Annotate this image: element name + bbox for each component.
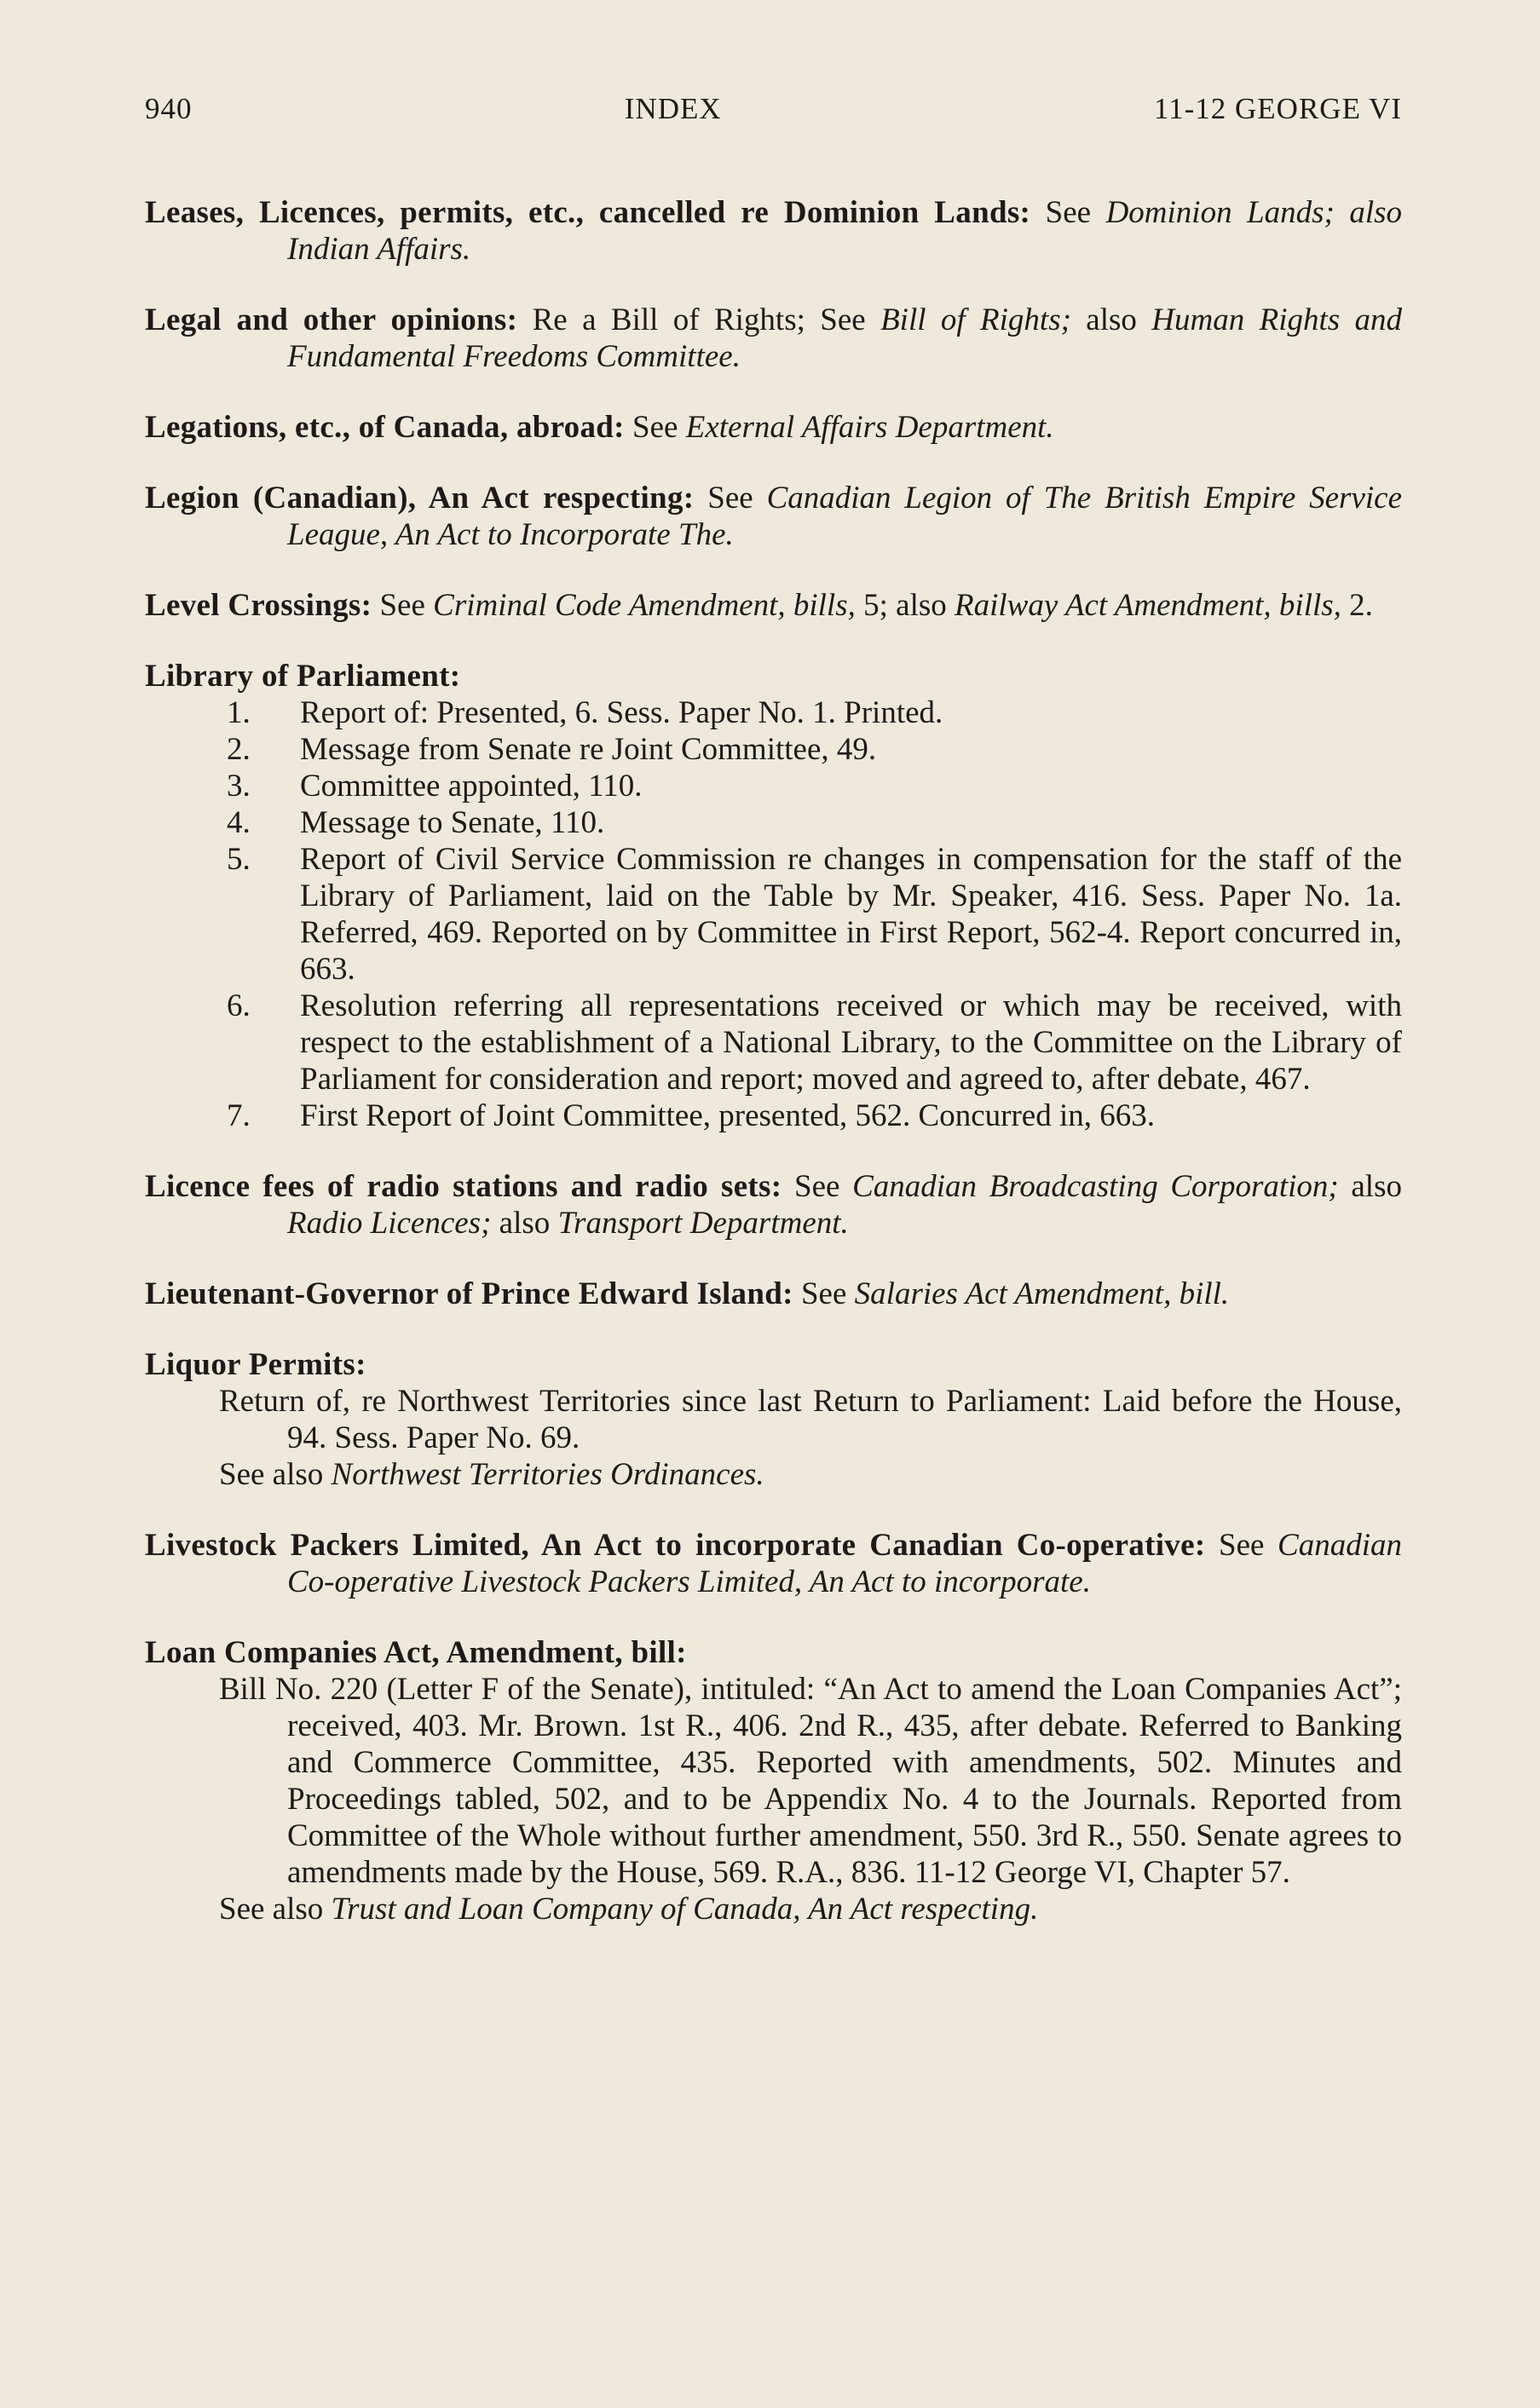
entry-reference: Northwest Territories Ordinances. bbox=[331, 1457, 764, 1492]
entry-text: also bbox=[491, 1206, 558, 1241]
entry-heading: Licence fees of radio stations and radio sets: bbox=[145, 1169, 782, 1204]
entry-heading: Level Crossings: bbox=[145, 588, 372, 623]
item-text: Committee appointed, 110. bbox=[300, 769, 643, 804]
entry-liquor-permits bbox=[145, 1346, 1402, 1493]
list-item bbox=[145, 988, 1402, 1097]
page-header bbox=[145, 92, 1402, 126]
item-text: Message from Senate re Joint Committee, 49. bbox=[300, 732, 877, 767]
entry-text: 2. bbox=[1341, 588, 1373, 623]
item-number: 6. bbox=[227, 988, 251, 1023]
entry-text: Re a Bill of Rights; See bbox=[517, 302, 881, 337]
entry-legion bbox=[145, 480, 1402, 553]
entry-paragraph: Return of, re Northwest Territories since last Return to Parliament: Laid before the House, 94. Sess. Paper No. 69. bbox=[219, 1384, 1402, 1455]
entry-heading: Loan Companies Act, Amendment, bill: bbox=[145, 1635, 687, 1670]
entry-reference: Human Rights and Fundamental Freedoms Committee. bbox=[287, 302, 1403, 374]
entry-reference: Railway Act Amendment, bills, bbox=[955, 588, 1341, 623]
item-text: Message to Senate, 110. bbox=[300, 805, 605, 840]
entry-reference: Criminal Code Amendment, bills, bbox=[433, 588, 856, 623]
entry-heading: Liquor Permits: bbox=[145, 1347, 366, 1382]
entry-text: 5; also bbox=[855, 588, 955, 623]
item-text: Resolution referring all representations received or which may be received, with respect to the establishment of a National Library, to the Committee on the Library of Parliament for consideration and report; moved and agreed to, after debate, 467. bbox=[300, 988, 1402, 1097]
entry-see-also bbox=[145, 1891, 1402, 1927]
entry-paragraph: Bill No. 220 (Letter F of the Senate), intituled: “An Act to amend the Loan Companies Act”; received, 403. Mr. Brown. 1st R., 406. 2nd R., 435, after debate. Referred to Banking and Commerce Committee, 435. Reported with amendments, 502. Minutes and Proceedings tabled, 502, and to be Appendix No. 4 to the Journals. Reported from Committee of the Whole without further amendment, 550. 3rd R., 550. Senate agrees to amendments made by the House, 569. R.A., 836. 11-12 George VI, Chapter 57. bbox=[219, 1672, 1402, 1890]
list-item bbox=[145, 841, 1402, 988]
index-page bbox=[145, 92, 1402, 1962]
entry-see: See bbox=[1030, 195, 1106, 230]
entry-livestock-packers bbox=[145, 1527, 1402, 1600]
entry-text: See bbox=[782, 1169, 853, 1204]
item-number: 1. bbox=[227, 695, 251, 730]
item-text: Report of: Presented, 6. Sess. Paper No. 1. Printed. bbox=[300, 695, 943, 730]
list-item bbox=[145, 1097, 1402, 1134]
item-number: 2. bbox=[227, 732, 251, 767]
entry-heading: Livestock Packers Limited, An Act to incorporate Canadian Co-operative: bbox=[145, 1528, 1206, 1563]
item-number: 4. bbox=[227, 805, 251, 840]
entry-reference: Trust and Loan Company of Canada, An Act respecting. bbox=[331, 1892, 1039, 1927]
entry-see: See bbox=[1205, 1528, 1278, 1563]
entry-heading: Legations, etc., of Canada, abroad: bbox=[145, 410, 625, 445]
item-number: 3. bbox=[227, 769, 251, 804]
entry-reference: Canadian Legion of The British Empire Service League, An Act to Incorporate The. bbox=[287, 481, 1402, 552]
entry-licence-fees bbox=[145, 1168, 1402, 1241]
item-number: 5. bbox=[227, 842, 251, 877]
entry-reference: Canadian Co-operative Livestock Packers Limited, An Act to incorporate. bbox=[287, 1528, 1402, 1599]
entry-legal-opinions bbox=[145, 302, 1402, 375]
entry-heading: Lieutenant-Governor of Prince Edward Island: bbox=[145, 1276, 793, 1311]
entry-reference: Salaries Act Amendment, bill. bbox=[854, 1276, 1230, 1311]
list-item bbox=[145, 694, 1402, 731]
page-title: INDEX bbox=[624, 92, 722, 125]
entry-reference: Bill of Rights; bbox=[880, 302, 1071, 337]
entry-text: See bbox=[372, 588, 434, 623]
entry-see: See bbox=[694, 481, 767, 516]
list-item bbox=[145, 804, 1402, 841]
list-item bbox=[145, 731, 1402, 768]
entry-text: also bbox=[1070, 302, 1152, 337]
entry-loan-companies bbox=[145, 1634, 1402, 1927]
entry-reference: Dominion Lands; also Indian Affairs. bbox=[287, 195, 1402, 267]
entry-heading: Library of Parliament: bbox=[145, 659, 461, 694]
item-text: First Report of Joint Committee, presented, 562. Concurred in, 663. bbox=[300, 1098, 1155, 1133]
entry-heading: Legal and other opinions: bbox=[145, 302, 518, 337]
entry-reference: Transport Department. bbox=[557, 1206, 849, 1241]
entry-reference: Canadian Broadcasting Corporation; bbox=[852, 1169, 1339, 1204]
item-text: Report of Civil Service Commission re changes in compensation for the staff of the Library of Parliament, laid on the Table by Mr. Speaker, 416. Sess. Paper No. 1a. Referred, 469. Reported on by Committee in First Report, 562-4. Report concurred in, 663. bbox=[300, 842, 1402, 987]
volume-label: 11-12 GEORGE VI bbox=[1153, 92, 1402, 125]
see-also-label: See also bbox=[219, 1892, 332, 1927]
page-number: 940 bbox=[145, 92, 193, 125]
entry-legations bbox=[145, 409, 1402, 446]
entry-level-crossings bbox=[145, 587, 1402, 624]
item-number: 7. bbox=[227, 1098, 251, 1133]
entry-library-of-parliament bbox=[145, 658, 1402, 1134]
entry-lieutenant-governor bbox=[145, 1276, 1402, 1312]
entry-heading: Legion (Canadian), An Act respecting: bbox=[145, 481, 695, 516]
entry-reference: External Affairs Department. bbox=[685, 410, 1054, 445]
entry-see-also bbox=[145, 1456, 1402, 1493]
entry-reference: Radio Licences; bbox=[287, 1206, 492, 1241]
list-item bbox=[145, 768, 1402, 804]
entry-heading: Leases, Licences, permits, etc., cancelled re Dominion Lands: bbox=[145, 195, 1031, 230]
see-also-label: See also bbox=[219, 1457, 332, 1492]
entry-text: also bbox=[1338, 1169, 1402, 1204]
entry-see: See bbox=[793, 1276, 855, 1311]
entry-leases bbox=[145, 194, 1402, 268]
entry-see: See bbox=[624, 410, 686, 445]
